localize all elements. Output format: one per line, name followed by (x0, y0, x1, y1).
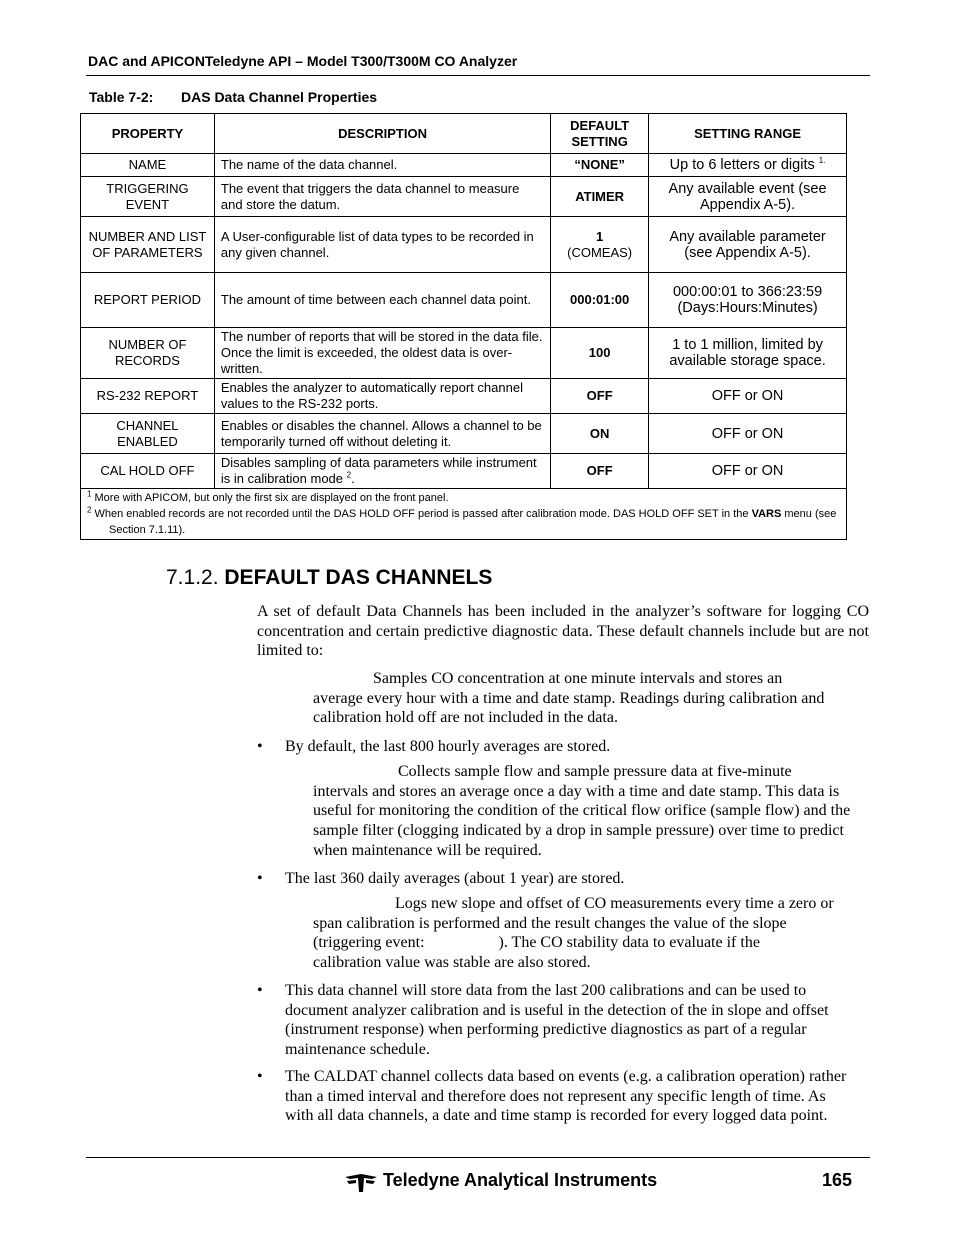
cell-default: OFF (551, 454, 649, 489)
footnote-1-text: More with APICOM, but only the first six are displayed on the front panel. (94, 492, 449, 504)
bullet-icon: • (257, 870, 263, 887)
cell-description: Enables the analyzer to automatically report channel values to the RS-232 ports. (214, 379, 550, 414)
footer-company: Teledyne Analytical Instruments (383, 1170, 658, 1190)
cell-property: RS-232 REPORT (81, 379, 215, 414)
cell-default: OFF (551, 379, 649, 414)
pneumatic-channel-paragraph (313, 762, 869, 861)
bullet-icon: • (257, 1068, 263, 1085)
table-row (81, 328, 847, 379)
teledyne-logo-icon (344, 1170, 378, 1194)
header-description: DESCRIPTION (214, 114, 550, 154)
table-footnotes (81, 489, 847, 540)
table-caption-title: DAS Data Channel Properties (181, 89, 378, 105)
header-rule (86, 75, 870, 76)
caldat-channel-line2: span calibration is performed and the result changes the value of the slope (313, 914, 787, 932)
page-number: 165 (822, 1170, 853, 1190)
footnote-2-bold: VARS (751, 508, 782, 520)
table-row (81, 154, 847, 177)
table-row (81, 177, 847, 217)
pneumatic-channel-rest: intervals and stores an average once a day with a time and date stamp. This data is useful for monitoring the condition of the critical flow orifice (sample flow) and the sample filter (clogging indicated by a drop in sample pressure) over time to predict when maintenance will be required. (313, 782, 851, 859)
header-setting-range: SETTING RANGE (649, 114, 847, 154)
header-property: PROPERTY (81, 114, 215, 154)
footnote-2-text: When enabled records are not recorded until the DAS HOLD OFF period is passed after calibration mode. DAS HOLD OFF SET in the (94, 508, 749, 520)
table-header-row (81, 114, 847, 154)
cell-default: “NONE” (551, 154, 649, 177)
section-heading: DEFAULT DAS CHANNELS (224, 566, 493, 589)
cell-range: 1 to 1 million, limited by available storage space. (649, 328, 847, 379)
cell-description: The amount of time between each channel data point. (214, 273, 550, 328)
caldat-trigger-end: ). The CO stability data to evaluate if the (498, 934, 760, 952)
conc-channel-lead: Samples CO concentration at one minute intervals and stores an (373, 670, 783, 687)
table-footnotes-row (81, 489, 847, 540)
cell-range: OFF or ON (649, 454, 847, 489)
caldat-channel-line3 (313, 933, 869, 953)
footnote-ref: 2 (346, 470, 352, 480)
cell-property: CHANNEL ENABLED (81, 414, 215, 454)
cell-property: REPORT PERIOD (81, 273, 215, 328)
cell-property: CAL HOLD OFF (81, 454, 215, 489)
bullet-text: This data channel will store data from the last 200 calibrations and can be used to document analyzer calibration and is useful in the detection of the in slope and offset (instrument response) when performing predictive diagnostics as part of a regular maintenance schedule. (285, 982, 829, 1059)
footnote-1 (87, 490, 840, 506)
cell-property: NUMBER OF RECORDS (81, 328, 215, 379)
table-row (81, 273, 847, 328)
cell-description: A User-configurable list of data types to be recorded in any given channel. (214, 217, 550, 273)
range-text: Up to 6 letters or digits (669, 157, 815, 173)
cell-property: NAME (81, 154, 215, 177)
footnote-ref: 1. (818, 156, 826, 166)
bullet-text: The CALDAT channel collects data based on events (e.g. a calibration operation) rather than a timed interval and therefore does not represent any specific length of time. As with all data channels, a date and time stamp is recorded for every logged data point. (285, 1068, 847, 1125)
footnote-2 (87, 506, 840, 538)
table-row (81, 454, 847, 489)
intro-paragraph: A set of default Data Channels has been included in the analyzer’s software for logging CO concentration and certain predictive diagnostic data. These default channels include but are not limited to: (257, 603, 869, 660)
cell-range: 000:00:01 to 366:23:59 (Days:Hours:Minutes) (649, 273, 847, 328)
table-caption (89, 89, 377, 105)
section-number: 7.1.2. (166, 566, 219, 589)
page-header: DAC and APICONTeledyne API – Model T300/T300M CO Analyzer (88, 53, 518, 69)
table-row (81, 217, 847, 273)
caldat-channel-line4: calibration value was stable are also stored. (313, 954, 591, 972)
default-note: (COMEAS) (567, 244, 633, 260)
description-text: Disables sampling of data parameters while instrument is in calibration mode (220, 455, 537, 486)
cell-range (649, 154, 847, 177)
cell-range: OFF or ON (649, 414, 847, 454)
cell-description: The name of the data channel. (214, 154, 550, 177)
conc-channel-rest: average every hour with a time and date stamp. Readings during calibration and calibration hold off are not included in the data. (313, 689, 825, 727)
cell-default: ATIMER (551, 177, 649, 217)
das-properties-table (80, 113, 847, 540)
table-row (81, 379, 847, 414)
cell-default: ON (551, 414, 649, 454)
cell-description: The number of reports that will be stored in the data file. Once the limit is exceeded, the oldest data is over-written. (214, 328, 550, 379)
caldat-trigger-label: (triggering event: (313, 934, 425, 952)
footnote-2-end: menu (see Section 7.1.11). (109, 508, 837, 536)
cell-property: TRIGGERING EVENT (81, 177, 215, 217)
cell-default: 000:01:00 (551, 273, 649, 328)
cell-description (214, 454, 550, 489)
caldat-channel-lead: Logs new slope and offset of CO measurements every time a zero or (395, 895, 834, 912)
conc-channel-paragraph (313, 669, 869, 728)
bullet-text: The last 360 daily averages (about 1 year) are stored. (285, 870, 625, 887)
description-end: . (351, 471, 355, 486)
section-title (166, 566, 492, 590)
cell-range: OFF or ON (649, 379, 847, 414)
cell-range: Any available parameter (see Appendix A-5). (649, 217, 847, 273)
pneumatic-channel-lead: Collects sample flow and sample pressure data at five-minute (398, 763, 792, 780)
cell-default (551, 217, 649, 273)
caldat-channel-paragraph (313, 894, 869, 973)
header-default-setting: DEFAULT SETTING (551, 114, 649, 154)
cell-description: The event that triggers the data channel to measure and store the datum. (214, 177, 550, 217)
table-row (81, 414, 847, 454)
bullet-icon: • (257, 982, 263, 999)
cell-range: Any available event (see Appendix A-5). (649, 177, 847, 217)
footnote-1-mark: 1 (87, 489, 92, 499)
default-value: 1 (596, 228, 604, 244)
cell-property: NUMBER AND LIST OF PARAMETERS (81, 217, 215, 273)
bullet-icon: • (257, 738, 263, 755)
table-caption-number: Table 7-2: (89, 89, 154, 105)
cell-default: 100 (551, 328, 649, 379)
footnote-2-mark: 2 (87, 505, 92, 515)
footer-rule (86, 1157, 870, 1158)
bullet-text: By default, the last 800 hourly averages are stored. (285, 738, 611, 755)
cell-description: Enables or disables the channel. Allows a channel to be temporarily turned off without deleting it. (214, 414, 550, 454)
